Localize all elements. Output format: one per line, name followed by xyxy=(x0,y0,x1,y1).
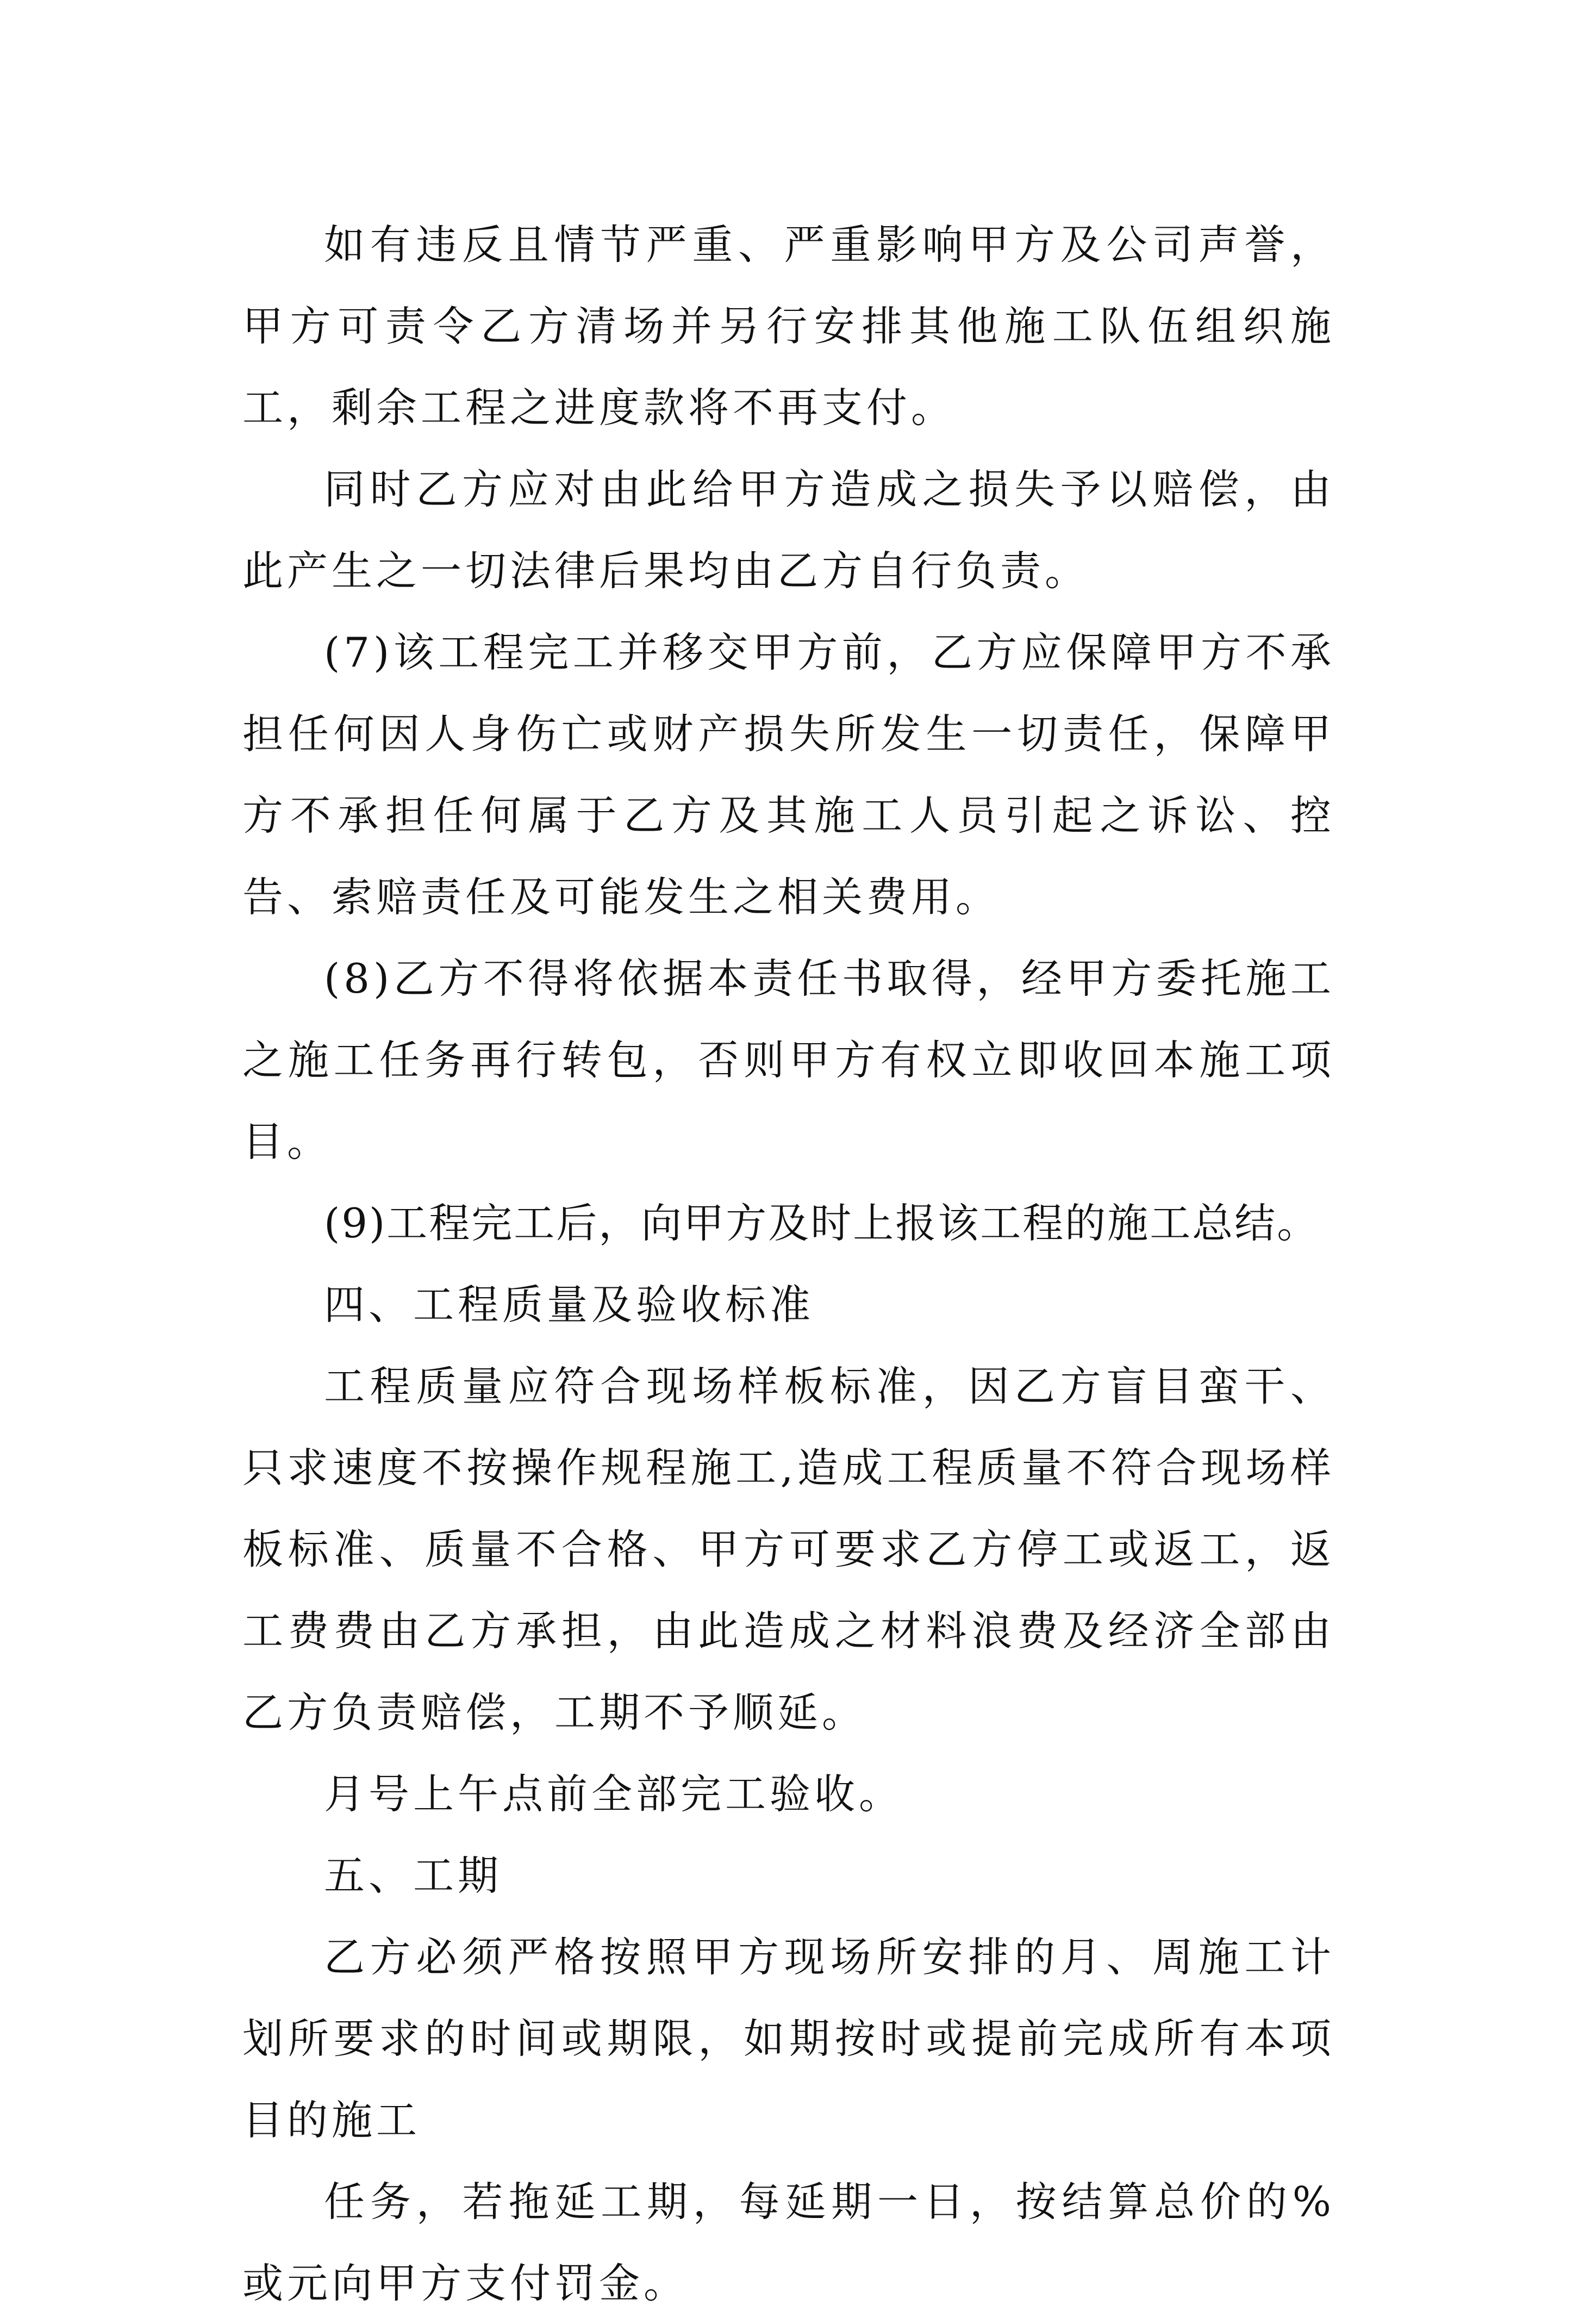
paragraph-schedule-requirement: 乙方必须严格按照甲方现场所安排的月、周施工计划所要求的时间或期限，如期按时或提前完成所有本项目的施工 xyxy=(242,1933,1335,2144)
paragraph-violation-clause: 如有违反且情节严重、严重影响甲方及公司声誉，甲方可责令乙方清场并另行安排其他施工队伍组织施工，剩余工程之进度款将不再支付。 xyxy=(242,221,1335,432)
paragraph-compensation: 同时乙方应对由此给甲方造成之损失予以赔偿，由此产生之一切法律后果均由乙方自行负责。 xyxy=(242,465,1335,595)
paragraph-quality-standard: 工程质量应符合现场样板标准，因乙方盲目蛮干、只求速度不按操作规程施工,造成工程质量不符合现场样板标准、质量不合格、甲方可要求乙方停工或返工，返工费费由乙方承担，由此造成之材料浪费及经济全部由乙方负责赔偿，工期不予顺延。 xyxy=(242,1362,1335,1736)
paragraph-item-8: (8)乙方不得将依据本责任书取得，经甲方委托施工之施工任务再行转包，否则甲方有权立即收回本施工项目。 xyxy=(242,955,1335,1166)
section-heading-schedule: 五、工期 xyxy=(324,1852,503,1899)
section-heading-quality: 四、工程质量及验收标准 xyxy=(324,1281,815,1329)
document-body xyxy=(242,204,1335,2324)
paragraph-item-7: (7)该工程完工并移交甲方前，乙方应保障甲方不承担任何因人身伤亡或财产损失所发生一切责任，保障甲方不承担任何属于乙方及其施工人员引起之诉讼、控告、索赔责任及可能发生之相关费用。 xyxy=(242,628,1335,921)
paragraph-delay-penalty: 任务，若拖延工期，每延期一日，按结算总价的%或元向甲方支付罚金。 xyxy=(242,2178,1335,2307)
paragraph-item-9: (9)工程完工后，向甲方及时上报该工程的施工总结。 xyxy=(324,1199,1320,1247)
paragraph-acceptance-date: 月号上午点前全部完工验收。 xyxy=(324,1770,904,1818)
